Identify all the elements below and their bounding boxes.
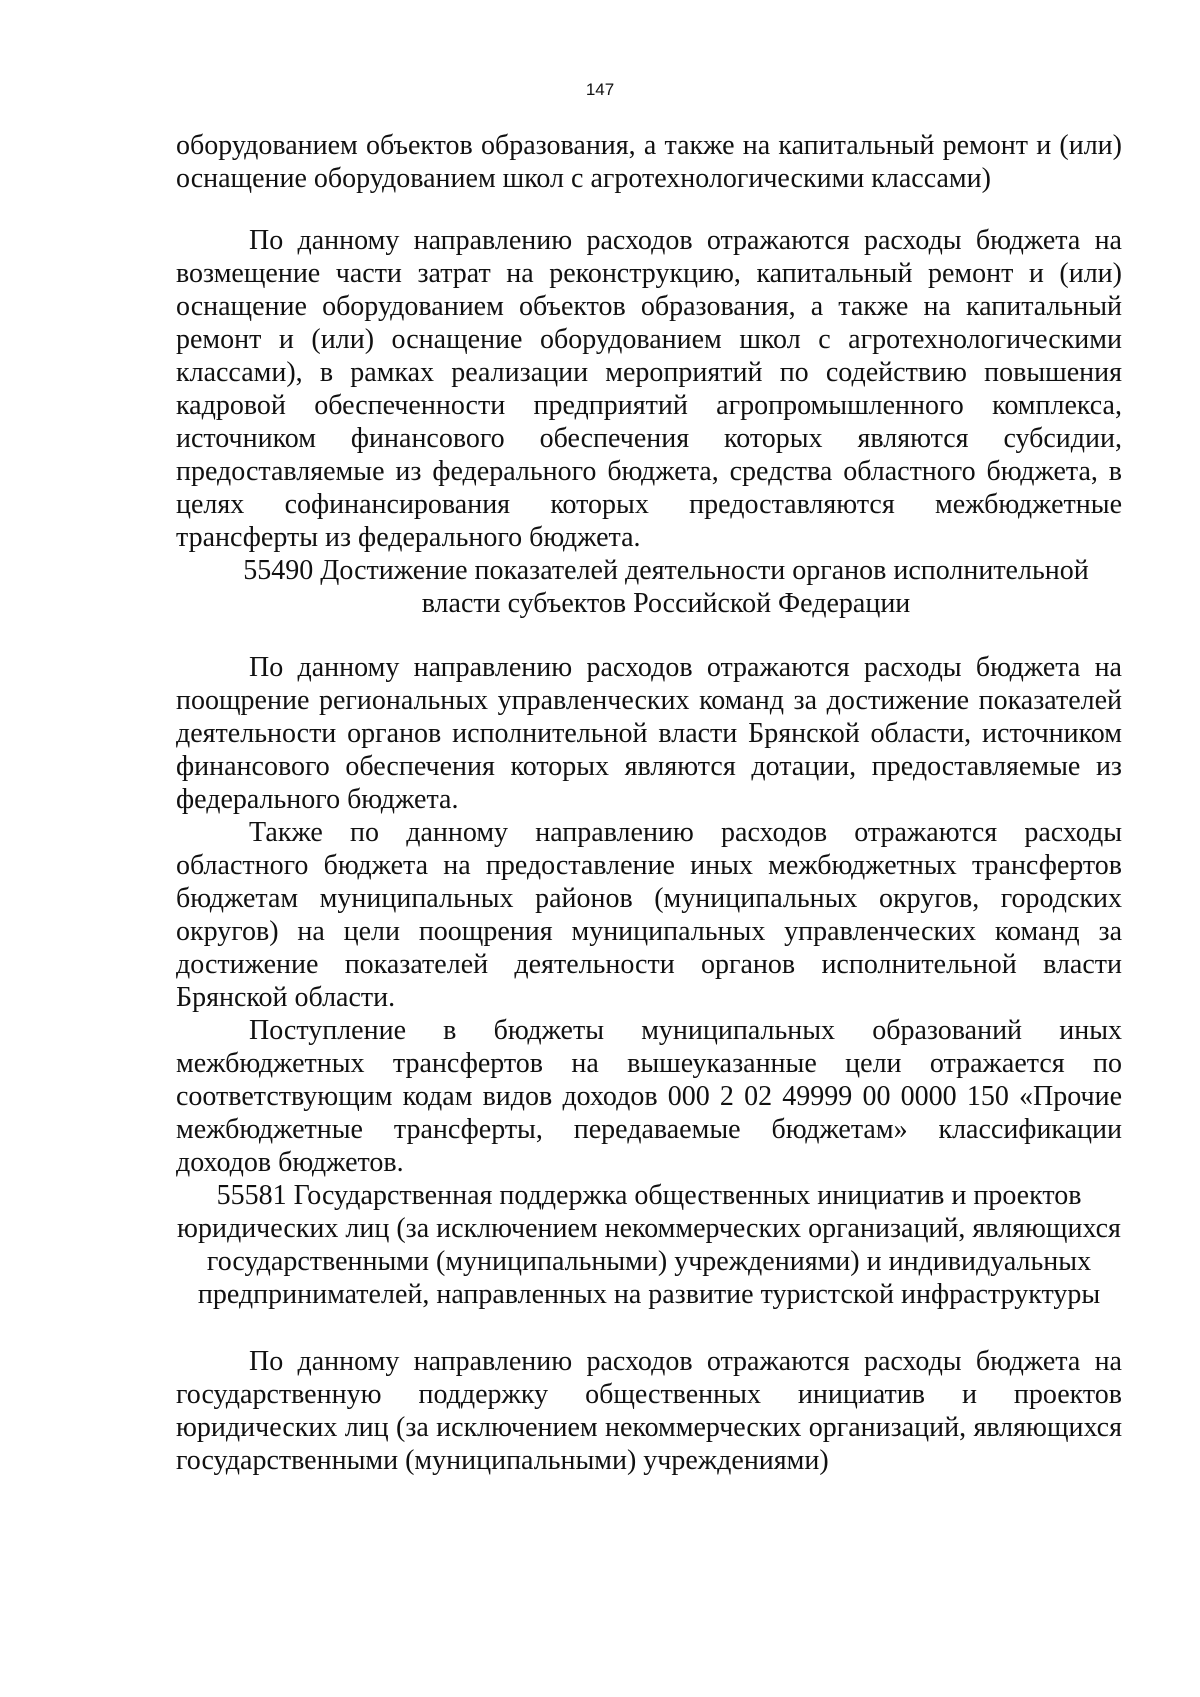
section-heading-55581: 55581 Государственная поддержка общественных инициатив и проектов юридических лиц (за исключением некоммерческих организаций, являющихся государственными (муниципальными) учреждениями) и индивидуальных предпринимателей, направленных на развитие туристской инфраструктуры	[177, 1180, 1121, 1310]
paragraph-expenses-incentives: По данному направлению расходов отражаются расходы бюджета на поощрение региональных управленческих команд за достижение показателей деятельности органов исполнительной власти Брянской области, источником финансового обеспечения которых являются дотации, предоставляемые из федерального бюджета.	[176, 652, 1122, 815]
paragraph-expenses-tourism: По данному направлению расходов отражаются расходы бюджета на государственную поддержку общественных инициатив и проектов юридических лиц (за исключением некоммерческих организаций, являющихся государственными (муниципальными) учреждениями)	[176, 1346, 1122, 1476]
paragraph-interbudget-transfers: Также по данному направлению расходов отражаются расходы областного бюджета на предоставление иных межбюджетных трансфертов бюджетам муниципальных районов (муниципальных округов, городских округов) на цели поощрения муниципальных управленческих команд за достижение показателей деятельности органов исполнительной власти Брянской области.	[176, 817, 1122, 1013]
section-heading-55490: 55490 Достижение показателей деятельности органов исполнительной власти субъектов Российской Федерации	[243, 555, 1089, 619]
paragraph-continuation: оборудованием объектов образования, а также на капитальный ремонт и (или) оснащение оборудованием школ с агротехнологическими классами)	[176, 130, 1122, 194]
page-number: 147	[585, 80, 615, 99]
paragraph-expenses-education: По данному направлению расходов отражаются расходы бюджета на возмещение части затрат на реконструкцию, капитальный ремонт и (или) оснащение оборудованием объектов образования, а также на капитальный ремонт и (или) оснащение оборудованием школ с агротехнологическими классами), в рамках реализации мероприятий по содействию повышения кадровой обеспеченности предприятий агропромышленного комплекса, источником финансового обеспечения которых являются субсидии, предоставляемые из федерального бюджета, средства областного бюджета, в целях софинансирования которых предоставляются межбюджетные трансферты из федерального бюджета.	[176, 225, 1122, 553]
document-body	[176, 129, 1122, 1477]
paragraph-revenue-codes: Поступление в бюджеты муниципальных образований иных межбюджетных трансфертов на вышеуказанные цели отражается по соответствующим кодам видов доходов 000 2 02 49999 00 0000 150 «Прочие межбюджетные трансферты, передаваемые бюджетам» классификации доходов бюджетов.	[176, 1015, 1122, 1178]
